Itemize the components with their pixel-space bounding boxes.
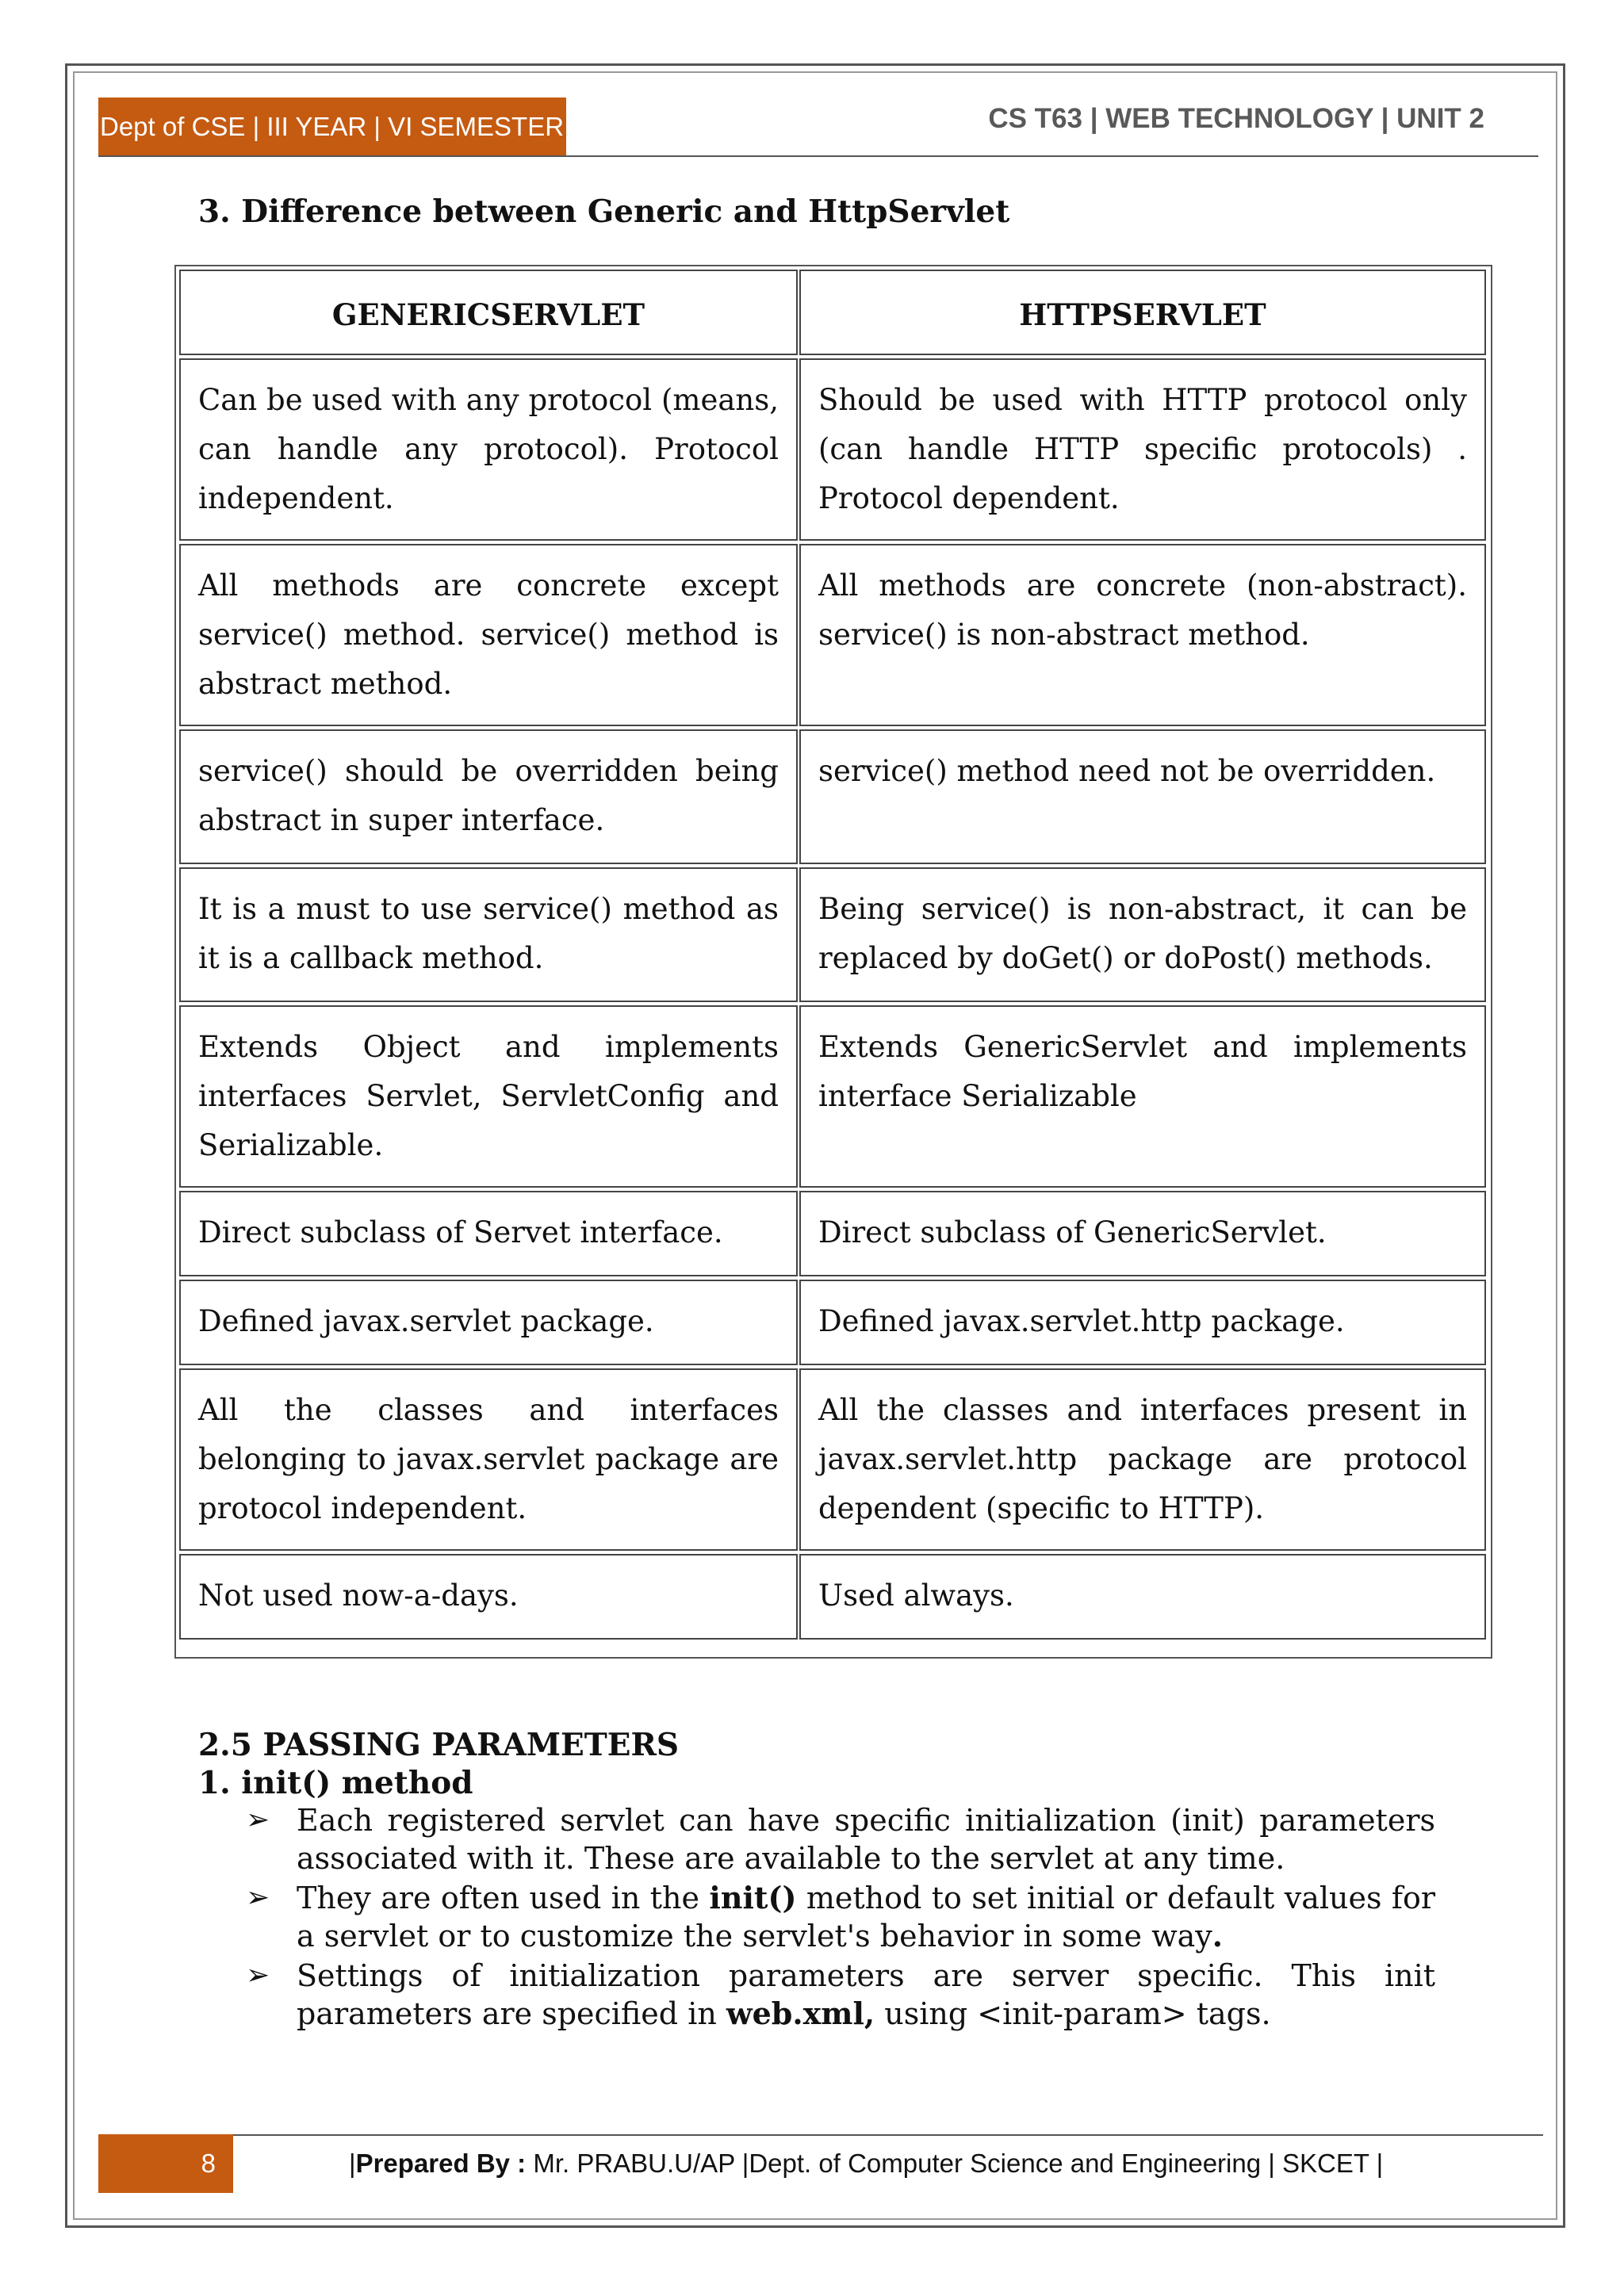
- bullet-item: [246, 1801, 1435, 1877]
- bullet-text-pre: They are often used in the: [297, 1881, 710, 1915]
- table-cell: Extends Object and implements interfaces Servlet, ServletConfig and Serializable.: [179, 1005, 798, 1188]
- arrow-bullet-icon: ➢: [246, 1959, 270, 1992]
- table-cell: Should be used with HTTP protocol only (can handle HTTP specific protocols) . Protocol dependent.: [799, 358, 1486, 541]
- section-title: 3. Difference between Generic and HttpServlet: [198, 193, 1010, 230]
- table-cell: It is a must to use service() method as it is a callback method.: [179, 867, 798, 1002]
- footer-divider: [98, 2134, 1543, 2136]
- init-bullet-list: [246, 1801, 1435, 2034]
- table-cell: Direct subclass of Servet interface.: [179, 1191, 798, 1276]
- bullet-text-bold: web.xml,: [726, 1996, 875, 2031]
- page-number: 8: [98, 2134, 233, 2193]
- table-cell: Defined javax.servlet package.: [179, 1280, 798, 1365]
- table-cell: Being service() is non-abstract, it can be replaced by doGet() or doPost() methods.: [799, 867, 1486, 1002]
- footer-prepared-text: Mr. PRABU.U/AP |Dept. of Computer Science and Engineering | SKCET |: [533, 2149, 1384, 2178]
- arrow-bullet-icon: ➢: [246, 1881, 270, 1914]
- bullet-text-post: method to set initial or default values for a servlet or to customize the servlet's behavior in some way: [297, 1881, 1435, 1954]
- table-header-genericservlet: GENERICSERVLET: [179, 270, 798, 355]
- passing-parameters-heading: 2.5 PASSING PARAMETERS: [198, 1727, 680, 1763]
- bullet-text-pre: Settings of initialization parameters are server specific. This init parameters are specified in: [297, 1958, 1435, 2031]
- table-cell: Extends GenericServlet and implements interface Serializable: [799, 1005, 1486, 1188]
- header-dept-label: Dept of CSE | III YEAR | VI SEMESTER: [98, 98, 566, 156]
- init-method-heading: 1. init() method: [198, 1765, 473, 1801]
- footer-prepared-label: Prepared By :: [355, 2149, 534, 2178]
- table-cell: All methods are concrete (non-abstract). service() is non-abstract method.: [799, 544, 1486, 726]
- bullet-text: Each registered servlet can have specific initialization (init) parameters associated with it. These are available to the servlet at any time.: [297, 1803, 1435, 1876]
- table-cell: service() method need not be overridden.: [799, 729, 1486, 864]
- table-cell: Not used now-a-days.: [179, 1554, 798, 1640]
- bullet-text-post: using <init-param> tags.: [875, 1996, 1271, 2031]
- footer-prefix: |: [349, 2149, 356, 2178]
- header-divider: [98, 155, 1538, 157]
- table-cell: All the classes and interfaces present in javax.servlet.http package are protocol dependent (specific to HTTP).: [799, 1368, 1486, 1551]
- footer-credits: [349, 2149, 1383, 2179]
- bullet-text-bold: init(): [709, 1880, 797, 1915]
- header-course-title: CS T63 | WEB TECHNOLOGY | UNIT 2: [988, 103, 1484, 134]
- table-cell: All the classes and interfaces belonging to javax.servlet package are protocol independent.: [179, 1368, 798, 1551]
- bullet-text-end: .: [1212, 1918, 1224, 1954]
- bullet-item: [246, 1957, 1435, 2033]
- table-header-httpservlet: HTTPSERVLET: [799, 270, 1486, 355]
- table-cell: All methods are concrete except service() method. service() method is abstract method.: [179, 544, 798, 726]
- table-cell: service() should be overridden being abstract in super interface.: [179, 729, 798, 864]
- arrow-bullet-icon: ➢: [246, 1804, 270, 1836]
- table-cell: Can be used with any protocol (means, can handle any protocol). Protocol independent.: [179, 358, 798, 541]
- table-cell: Defined javax.servlet.http package.: [799, 1280, 1486, 1365]
- table-cell: Used always.: [799, 1554, 1486, 1640]
- bullet-item: [246, 1879, 1435, 1955]
- table-cell: Direct subclass of GenericServlet.: [799, 1191, 1486, 1276]
